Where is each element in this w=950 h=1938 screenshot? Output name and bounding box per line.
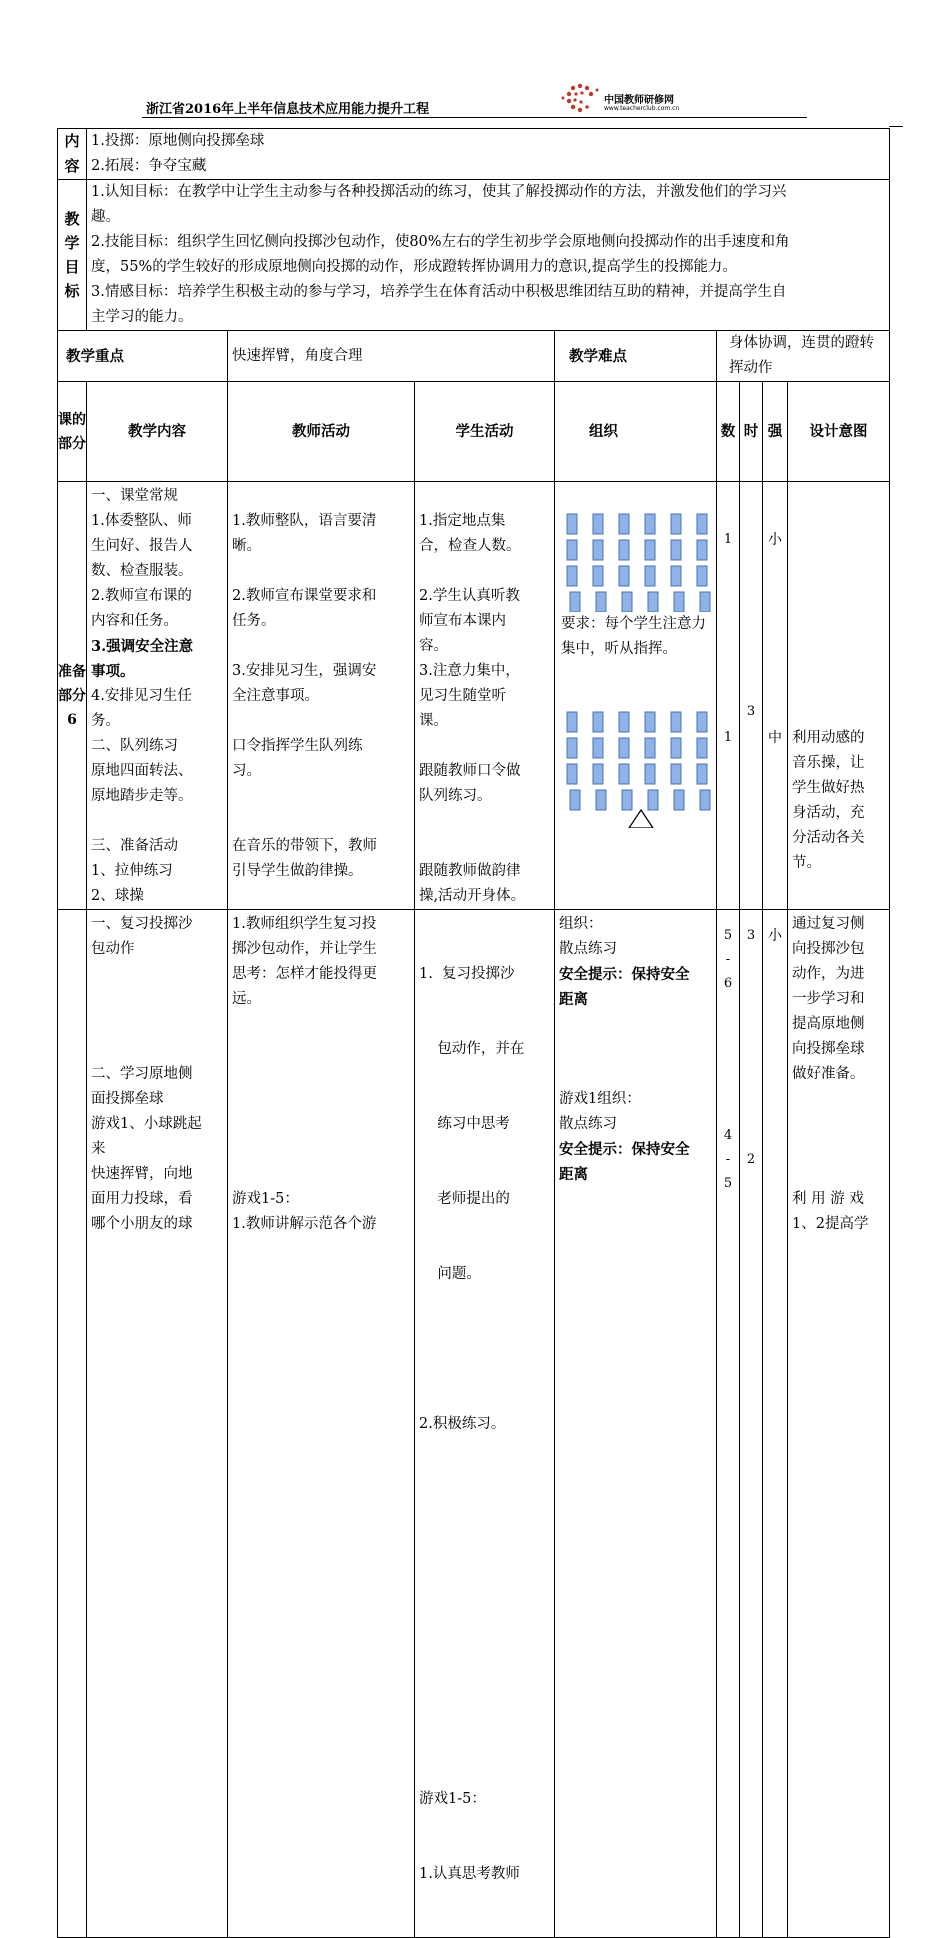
prep-intensity-2: 中 (768, 730, 782, 746)
basic-design-line: 做好准备。 (792, 1066, 865, 1082)
student-marker (567, 540, 577, 560)
basic-student-line: 包动作，并在 (419, 1041, 525, 1057)
student-marker (645, 712, 655, 732)
student-marker (567, 514, 577, 534)
prep-design-line: 学生做好热 (792, 780, 865, 796)
prep-content-line: 内容和任务。 (91, 613, 178, 629)
basic-student-line: 练习中思考 (419, 1116, 510, 1132)
basic-teacher-line (232, 1037, 410, 1062)
prep-content-line: 数、检查服装。 (91, 563, 193, 579)
prep-design-line: 身活动，充 (792, 805, 865, 821)
basic-content-line: 快速挥臂，向地 (91, 1166, 193, 1182)
prep-student-line (419, 484, 550, 509)
logo-flower-icon (560, 82, 604, 116)
student-marker (619, 566, 629, 586)
goals-cell (87, 180, 890, 331)
basic-design-line: 通过复习侧 (792, 916, 865, 932)
basic-teacher-line (232, 1137, 410, 1162)
prep-content-line: 2.教师宣布课的 (91, 588, 192, 604)
basic-intensity-a: 小 (768, 928, 782, 944)
basic-num (717, 910, 740, 1938)
key-points-label: 教学重点 (58, 331, 228, 382)
basic-design-line: 1、2提高学 (792, 1216, 869, 1232)
prep-student-line: 合，检查人数。 (419, 538, 521, 554)
basic-student-line: 1.认真思考教师 (419, 1866, 520, 1882)
basic-teacher-line (232, 1162, 410, 1187)
prep-student-line (419, 834, 550, 859)
student-marker (671, 712, 681, 732)
prep-student-line: 3.注意力集中， (419, 663, 520, 679)
basic-teacher-line: 1.教师组织学生复习投 (232, 916, 377, 932)
prep-teacher-line: 习。 (232, 763, 261, 779)
basic-student-line (419, 1337, 550, 1362)
prep-num-1: 1 (723, 532, 733, 547)
basic-student-line (419, 1712, 550, 1737)
prep-organization (555, 482, 717, 910)
prep-student-line (419, 734, 550, 759)
basic-content-line: 哪个小朋友的球 (91, 1216, 193, 1232)
column-header-row (58, 382, 890, 482)
prep-content-line (91, 809, 223, 834)
prep-teacher-line: 引导学生做韵律操。 (232, 863, 363, 879)
student-marker (648, 790, 658, 810)
basic-design-line: 向投掷垒球 (792, 1041, 865, 1057)
basic-org-line: 组织： (559, 916, 603, 932)
content-row (58, 129, 890, 180)
prep-student-line: 跟随教师口令做 (419, 763, 521, 779)
prep-num (717, 482, 740, 910)
basic-teacher-line (232, 1062, 410, 1087)
logo-url: www.teacherclub.com.cn (604, 105, 680, 112)
basic-org-line: 散点练习 (559, 941, 617, 957)
prep-content-line: 生问好、报告人 (91, 538, 193, 554)
prep-content-line: 2、球操 (91, 888, 144, 904)
student-marker (567, 738, 577, 758)
basic-label (58, 910, 87, 1938)
basic-teacher-line: 掷沙包动作，并让学生 (232, 941, 377, 957)
basic-content-line (91, 962, 223, 987)
goal-line: 2.技能目标：组织学生回忆侧向投掷沙包动作，使80%左右的学生初步学会原地侧向投掷动作的出手速度和角 (91, 234, 790, 250)
prep-student-line: 师宣布本课内 (419, 613, 506, 629)
content-line: 1.投掷：原地侧向投掷垒球 (91, 133, 265, 149)
prep-teacher-line: 晰。 (232, 538, 261, 554)
col-intensity: 强 (763, 382, 788, 482)
basic-content-line: 游戏1、小球跳起 (91, 1116, 202, 1132)
student-marker (697, 764, 707, 784)
basic-org-safety: 安全提示：保持安全 (559, 966, 690, 983)
basic-num-digit: 6 (723, 976, 733, 991)
student-marker (593, 566, 603, 586)
basic-teacher-line: 1.教师讲解示范各个游 (232, 1216, 377, 1232)
prep-student (415, 482, 555, 910)
student-marker (567, 712, 577, 732)
prep-student-line: 1.指定地点集 (419, 513, 506, 529)
table-edge-mark (889, 126, 903, 127)
basic-organization (555, 910, 717, 1938)
prep-time-1: 3 (746, 704, 756, 719)
goal-line: 主学习的能力。 (91, 309, 193, 325)
student-marker (567, 764, 577, 784)
basic-content-line (91, 1037, 223, 1062)
basic-teacher-line (232, 1012, 410, 1037)
basic-content-line: 来 (91, 1141, 106, 1157)
key-points-text: 快速挥臂，角度合理 (228, 331, 555, 382)
student-marker (567, 566, 577, 586)
basic-num-digit: 5 (723, 928, 733, 943)
student-marker (697, 540, 707, 560)
prep-teacher-line: 口令指挥学生队列练 (232, 738, 363, 754)
basic-num-digit: - (725, 1152, 731, 1167)
basic-num-digit: - (725, 952, 731, 967)
prep-teacher-line: 3.安排见习生，强调安 (232, 663, 377, 679)
col-teacher: 教师活动 (228, 382, 415, 482)
student-marker (671, 566, 681, 586)
col-student: 学生活动 (415, 382, 555, 482)
basic-content-line: 一、复习投掷沙 (91, 916, 193, 932)
prep-student-line (419, 559, 550, 584)
student-marker (671, 514, 681, 534)
prep-student-line: 队列练习。 (419, 788, 492, 804)
student-marker (700, 592, 710, 612)
student-marker (700, 790, 710, 810)
header-rule (142, 117, 807, 118)
basic-student-line (419, 1637, 550, 1662)
basic-content (87, 910, 228, 1938)
lesson-plan-table (57, 128, 890, 1938)
col-time: 时 (740, 382, 763, 482)
basic-student-line: 1. 复习投掷沙 (419, 966, 515, 982)
student-marker (596, 790, 606, 810)
prep-content-line: 原地踏步走等。 (91, 788, 193, 804)
basic-design (788, 910, 890, 1938)
basic-teacher-line (232, 1087, 410, 1112)
student-marker (645, 566, 655, 586)
prep-content-line: 务。 (91, 713, 120, 729)
prep-student-line: 操,活动开身体。 (419, 888, 526, 904)
student-formation-diagram (555, 482, 715, 612)
basic-content-line: 面投掷垒球 (91, 1091, 164, 1107)
basic-org-line: 游戏1组织： (559, 1091, 641, 1107)
basic-teacher (228, 910, 415, 1938)
student-marker (619, 738, 629, 758)
prep-teacher-line (232, 809, 410, 834)
student-marker (697, 566, 707, 586)
prep-content-line: 原地四面转法、 (91, 763, 193, 779)
prep-teacher-line (232, 784, 410, 809)
student-marker (570, 790, 580, 810)
basic-org-safety: 距离 (559, 1166, 588, 1183)
student-marker (593, 738, 603, 758)
prep-design-line: 音乐操，让 (792, 755, 865, 771)
prep-content-line: 4.安排见习生任 (91, 688, 192, 704)
basic-teacher-line (232, 1112, 410, 1137)
prep-intensity (763, 482, 788, 910)
prep-content-line: 3.强调安全注意 (91, 638, 194, 655)
student-marker (619, 764, 629, 784)
prep-teacher-line (232, 709, 410, 734)
basic-num-digit: 5 (723, 1176, 733, 1191)
basic-num-digit: 4 (723, 1128, 733, 1143)
student-marker (596, 592, 606, 612)
basic-teacher-line: 远。 (232, 991, 261, 1007)
header-title: 浙江省2016年上半年信息技术应用能力提升工程 (146, 102, 430, 117)
prep-teacher-line (232, 634, 410, 659)
content-label: 内容 (58, 129, 87, 180)
teacherclub-logo (560, 82, 700, 116)
student-marker (645, 764, 655, 784)
prep-content-line: 二、队列练习 (91, 738, 178, 754)
teacher-marker (629, 810, 653, 828)
prep-content-line: 三、准备活动 (91, 838, 178, 854)
prep-student-line: 跟随教师做韵律 (419, 863, 521, 879)
student-marker (671, 764, 681, 784)
content-line: 2.拓展：争夺宝藏 (91, 158, 207, 174)
student-marker (645, 514, 655, 534)
prep-content-line: 1、拉伸练习 (91, 863, 173, 879)
prep-teacher-line: 1.教师整队，语言要清 (232, 513, 377, 529)
col-content: 教学内容 (87, 382, 228, 482)
student-marker (697, 514, 707, 534)
basic-content-line: 二、学习原地侧 (91, 1066, 193, 1082)
basic-student-line: 游戏1-5： (419, 1791, 486, 1807)
page-header (142, 82, 807, 118)
student-marker (645, 540, 655, 560)
difficulty-label: 教学难点 (555, 331, 717, 382)
student-marker (671, 738, 681, 758)
basic-content-line (91, 1012, 223, 1037)
prep-teacher-line: 全注意事项。 (232, 688, 319, 704)
prep-student-line: 2.学生认真听教 (419, 588, 520, 604)
basic-design-line: 动作，为进 (792, 966, 865, 982)
basic-content-line: 包动作 (91, 941, 135, 957)
basic-row (58, 910, 890, 1938)
basic-time (740, 910, 763, 1938)
student-marker (648, 592, 658, 612)
student-marker (570, 592, 580, 612)
prep-teacher-line: 在音乐的带领下，教师 (232, 838, 377, 854)
student-marker (619, 540, 629, 560)
logo-text: 中国教师研修网 (604, 95, 674, 106)
basic-intensity (763, 910, 788, 1938)
prep-content-line: 1.体委整队、师 (91, 513, 192, 529)
student-marker (697, 738, 707, 758)
basic-design-line: 利 用 游 戏 (792, 1191, 864, 1207)
prep-student-line: 见习生随堂听 (419, 688, 506, 704)
basic-student-line (419, 1562, 550, 1587)
basic-student-line: 问题。 (419, 1266, 481, 1282)
prep-student-line: 容。 (419, 638, 448, 654)
student-marker (674, 790, 684, 810)
basic-teacher-line: 游戏1-5： (232, 1191, 299, 1207)
prep-student-line (419, 809, 550, 834)
difficulty-text: 身体协调，连贯的蹬转挥动作 (717, 331, 890, 382)
basic-design-line: 提高原地侧 (792, 1016, 865, 1032)
basic-student-line (419, 1487, 550, 1512)
col-num: 数 (717, 382, 740, 482)
goal-line: 3.情感目标：培养学生积极主动的参与学习，培养学生在体育活动中积极思维团结互助的精神，并提高学生自 (91, 284, 787, 300)
goal-line: 趣。 (91, 209, 120, 225)
col-design: 设计意图 (788, 382, 890, 482)
prep-content (87, 482, 228, 910)
col-org: 组织 (555, 382, 717, 482)
prep-design-line: 节。 (792, 855, 821, 871)
basic-time-b: 2 (746, 1152, 756, 1167)
goals-row (58, 180, 890, 331)
basic-design-line: 向投掷沙包 (792, 941, 865, 957)
goal-line: 度，55%的学生较好的形成原地侧向投掷的动作，形成蹬转挥协调用力的意识,提高学生的投掷能力。 (91, 259, 737, 275)
basic-content-line (91, 987, 223, 1012)
col-part: 课的部分 (58, 382, 87, 482)
org-requirement: 要求：每个学生注意力集中，听从指挥。 (561, 616, 706, 657)
student-marker (593, 514, 603, 534)
prep-teacher (228, 482, 415, 910)
prep-teacher-line (232, 484, 410, 509)
basic-org-line: 散点练习 (559, 1116, 617, 1132)
basic-student-line: 2.积极练习。 (419, 1416, 506, 1432)
basic-org-safety: 安全提示：保持安全 (559, 1141, 690, 1158)
goal-line: 1.认知目标：在教学中让学生主动参与各种投掷活动的练习，使其了解投掷动作的方法，并激发他们的学习兴 (91, 184, 787, 200)
student-marker (645, 738, 655, 758)
prep-intensity-1: 小 (768, 532, 782, 548)
student-marker (697, 712, 707, 732)
goals-label: 教学目标 (58, 180, 87, 331)
prep-teacher-line: 2.教师宣布课堂要求和 (232, 588, 377, 604)
prep-time (740, 482, 763, 910)
prep-teacher-line: 任务。 (232, 613, 276, 629)
key-points-row (58, 331, 890, 382)
prep-num-2: 1 (723, 730, 733, 745)
prep-design (788, 482, 890, 910)
prep-teacher-line (232, 559, 410, 584)
prep-row (58, 482, 890, 910)
student-marker (593, 540, 603, 560)
student-marker (622, 790, 632, 810)
basic-content-line: 面用力投球，看 (91, 1191, 193, 1207)
student-marker (619, 514, 629, 534)
basic-org-safety: 距离 (559, 991, 588, 1008)
student-marker (671, 540, 681, 560)
student-marker (593, 764, 603, 784)
prep-student-line: 课。 (419, 713, 448, 729)
basic-design-line: 一步学习和 (792, 991, 865, 1007)
student-marker (622, 592, 632, 612)
prep-content-line: 一、课堂常规 (91, 488, 178, 504)
student-marker (619, 712, 629, 732)
basic-time-a: 3 (746, 928, 756, 943)
basic-teacher-line: 思考：怎样才能投得更 (232, 966, 377, 982)
content-cell (87, 129, 890, 180)
basic-student (415, 910, 555, 1938)
student-marker (674, 592, 684, 612)
prep-content-line: 事项。 (91, 663, 135, 680)
prep-design-line: 利用动感的 (792, 730, 865, 746)
prep-design-line: 分活动各关 (792, 830, 865, 846)
student-marker (593, 712, 603, 732)
prep-label: 准备部分6 (58, 482, 87, 910)
basic-student-line: 老师提出的 (419, 1191, 510, 1207)
student-formation-diagram (555, 688, 715, 828)
